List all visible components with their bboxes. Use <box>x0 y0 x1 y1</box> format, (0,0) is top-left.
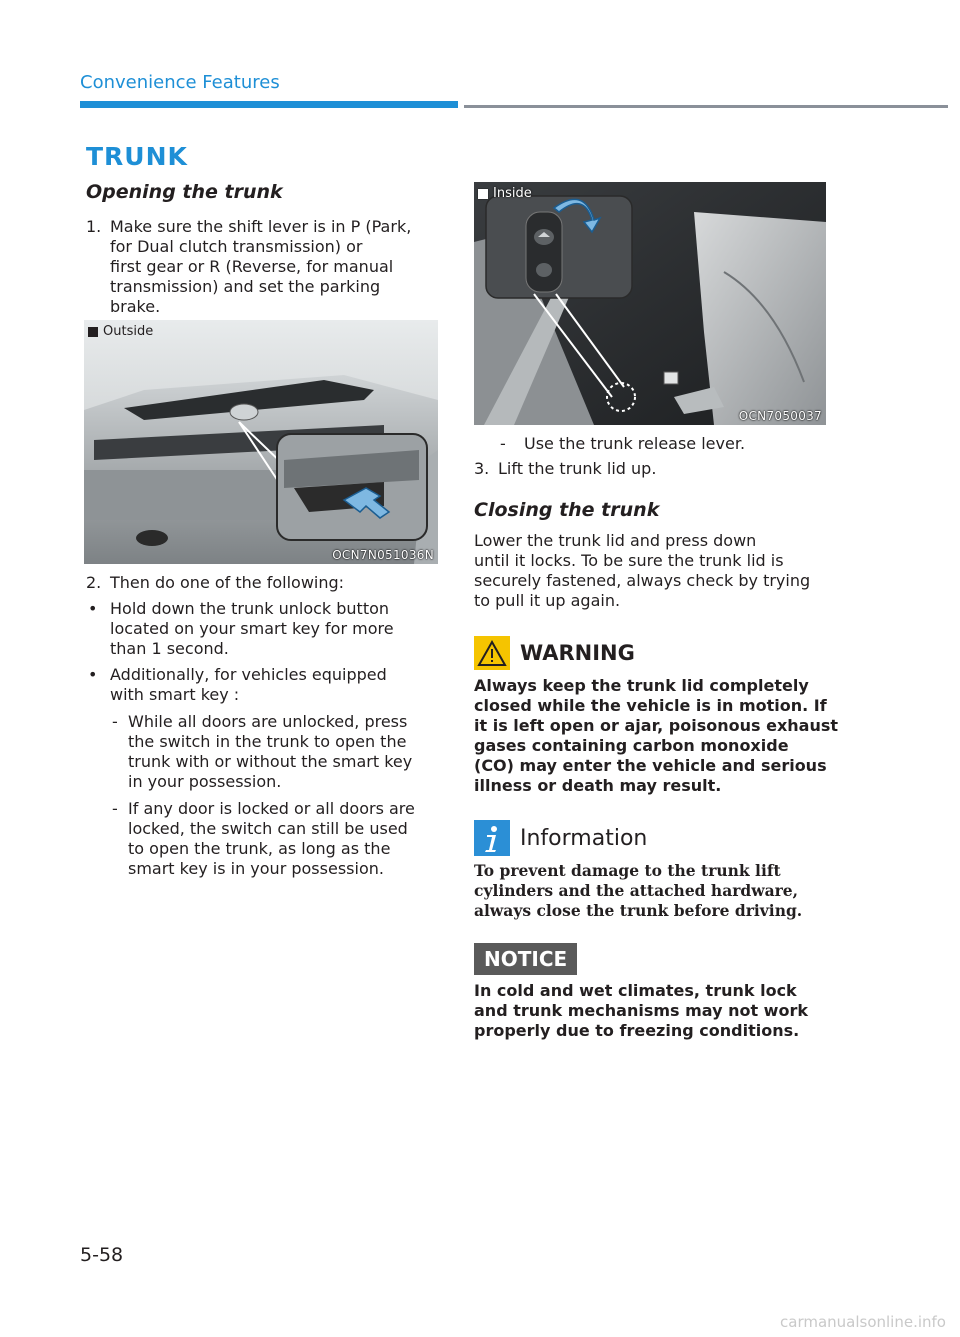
dash-icon: - <box>112 712 118 731</box>
section-header: Convenience Features <box>80 72 280 93</box>
closing-heading: Closing the trunk <box>474 499 660 521</box>
dash-1-line: in your possession. <box>128 772 282 791</box>
warning-line: it is left open or ajar, poisonous exhaust <box>474 716 839 735</box>
information-title: Information <box>520 825 648 851</box>
figure-inside-code: OCN7050037 <box>738 409 822 423</box>
step-2 <box>86 573 446 593</box>
notice-badge: NOTICE <box>474 943 577 975</box>
step-2-text: Then do one of the following: <box>110 573 345 592</box>
warning-line: closed while the vehicle is in motion. If <box>474 696 827 715</box>
step-1-line: first gear or R (Reverse, for manual <box>110 257 394 276</box>
dash-3-text: Use the trunk release lever. <box>524 434 746 453</box>
dash-1-line: the switch in the trunk to open the <box>128 732 407 751</box>
notice-line: In cold and wet climates, trunk lock <box>474 981 797 1000</box>
car-rear-illustration <box>84 320 438 564</box>
watermark: carmanualsonline.info <box>780 1313 946 1331</box>
bullet-2-line: with smart key : <box>110 685 240 704</box>
dash-2-line: locked, the switch can still be used <box>128 819 408 838</box>
bullet-icon: • <box>88 599 98 618</box>
step-3-text: Lift the trunk lid up. <box>498 459 657 478</box>
closing-line: securely fastened, always check by trying <box>474 571 811 590</box>
warning-triangle-icon <box>474 636 510 670</box>
info-icon <box>474 820 510 856</box>
dash-2-line: to open the trunk, as long as the <box>128 839 391 858</box>
bullet-1-line: Hold down the trunk unlock button <box>110 599 390 618</box>
warning-line: gases containing carbon monoxide <box>474 736 789 755</box>
notice-text <box>474 981 844 1041</box>
warning-line: (CO) may enter the vehicle and serious <box>474 756 827 775</box>
information-header <box>474 820 647 856</box>
dash-2-line: If any door is locked or all doors are <box>128 799 415 818</box>
page-number: 5-58 <box>80 1244 124 1266</box>
bullet-2 <box>86 665 446 705</box>
dash-item-2 <box>110 799 450 879</box>
closing-line: Lower the trunk lid and press down <box>474 531 757 550</box>
warning-header <box>474 636 635 670</box>
dash-2-line: smart key is in your possession. <box>128 859 384 878</box>
warning-line: Always keep the trunk lid completely <box>474 676 809 695</box>
dash-1-line: While all doors are unlocked, press <box>128 712 408 731</box>
opening-heading: Opening the trunk <box>86 181 283 203</box>
bullet-1 <box>86 599 446 659</box>
header-rule-gray <box>464 105 948 108</box>
step-2-number: 2. <box>86 573 102 592</box>
closing-line: to pull it up again. <box>474 591 621 610</box>
figure-inside-label: Inside <box>478 186 532 201</box>
information-line: To prevent damage to the trunk lift <box>474 861 781 880</box>
figure-inside <box>474 182 826 425</box>
step-1-line: brake. <box>110 297 161 316</box>
warning-title: WARNING <box>520 641 635 665</box>
figure-outside-label: Outside <box>88 324 153 339</box>
step-1 <box>86 217 446 317</box>
square-bullet-icon <box>88 327 98 337</box>
step-1-line: transmission) and set the parking <box>110 277 381 296</box>
warning-line: illness or death may result. <box>474 776 722 795</box>
closing-line: until it locks. To be sure the trunk lid is <box>474 551 784 570</box>
information-line: always close the trunk before driving. <box>474 901 803 920</box>
bullet-icon: • <box>88 665 98 684</box>
dash-item-3 <box>498 434 838 454</box>
figure-outside <box>84 320 438 564</box>
step-3-number: 3. <box>474 459 490 478</box>
step-1-line: for Dual clutch transmission) or <box>110 237 363 256</box>
square-bullet-icon <box>478 189 488 199</box>
closing-text <box>474 531 844 611</box>
information-text <box>474 861 844 921</box>
information-line: cylinders and the attached hardware, <box>474 881 799 900</box>
header-rule-blue <box>80 101 458 108</box>
figure-outside-code: OCN7N051036N <box>332 548 434 562</box>
dash-1-line: trunk with or without the smart key <box>128 752 413 771</box>
warning-text <box>474 676 844 796</box>
dash-icon: - <box>500 434 506 453</box>
step-1-line: Make sure the shift lever is in P (Park, <box>110 217 412 236</box>
dash-item-1 <box>110 712 450 792</box>
chapter-title: TRUNK <box>86 142 188 171</box>
step-1-number: 1. <box>86 217 102 236</box>
trunk-release-lever-illustration <box>474 182 826 425</box>
bullet-1-line: than 1 second. <box>110 639 229 658</box>
notice-line: and trunk mechanisms may not work <box>474 1001 808 1020</box>
step-3 <box>474 459 834 479</box>
dash-icon: - <box>112 799 118 818</box>
notice-line: properly due to freezing conditions. <box>474 1021 800 1040</box>
bullet-1-line: located on your smart key for more <box>110 619 394 638</box>
bullet-2-line: Additionally, for vehicles equipped <box>110 665 387 684</box>
